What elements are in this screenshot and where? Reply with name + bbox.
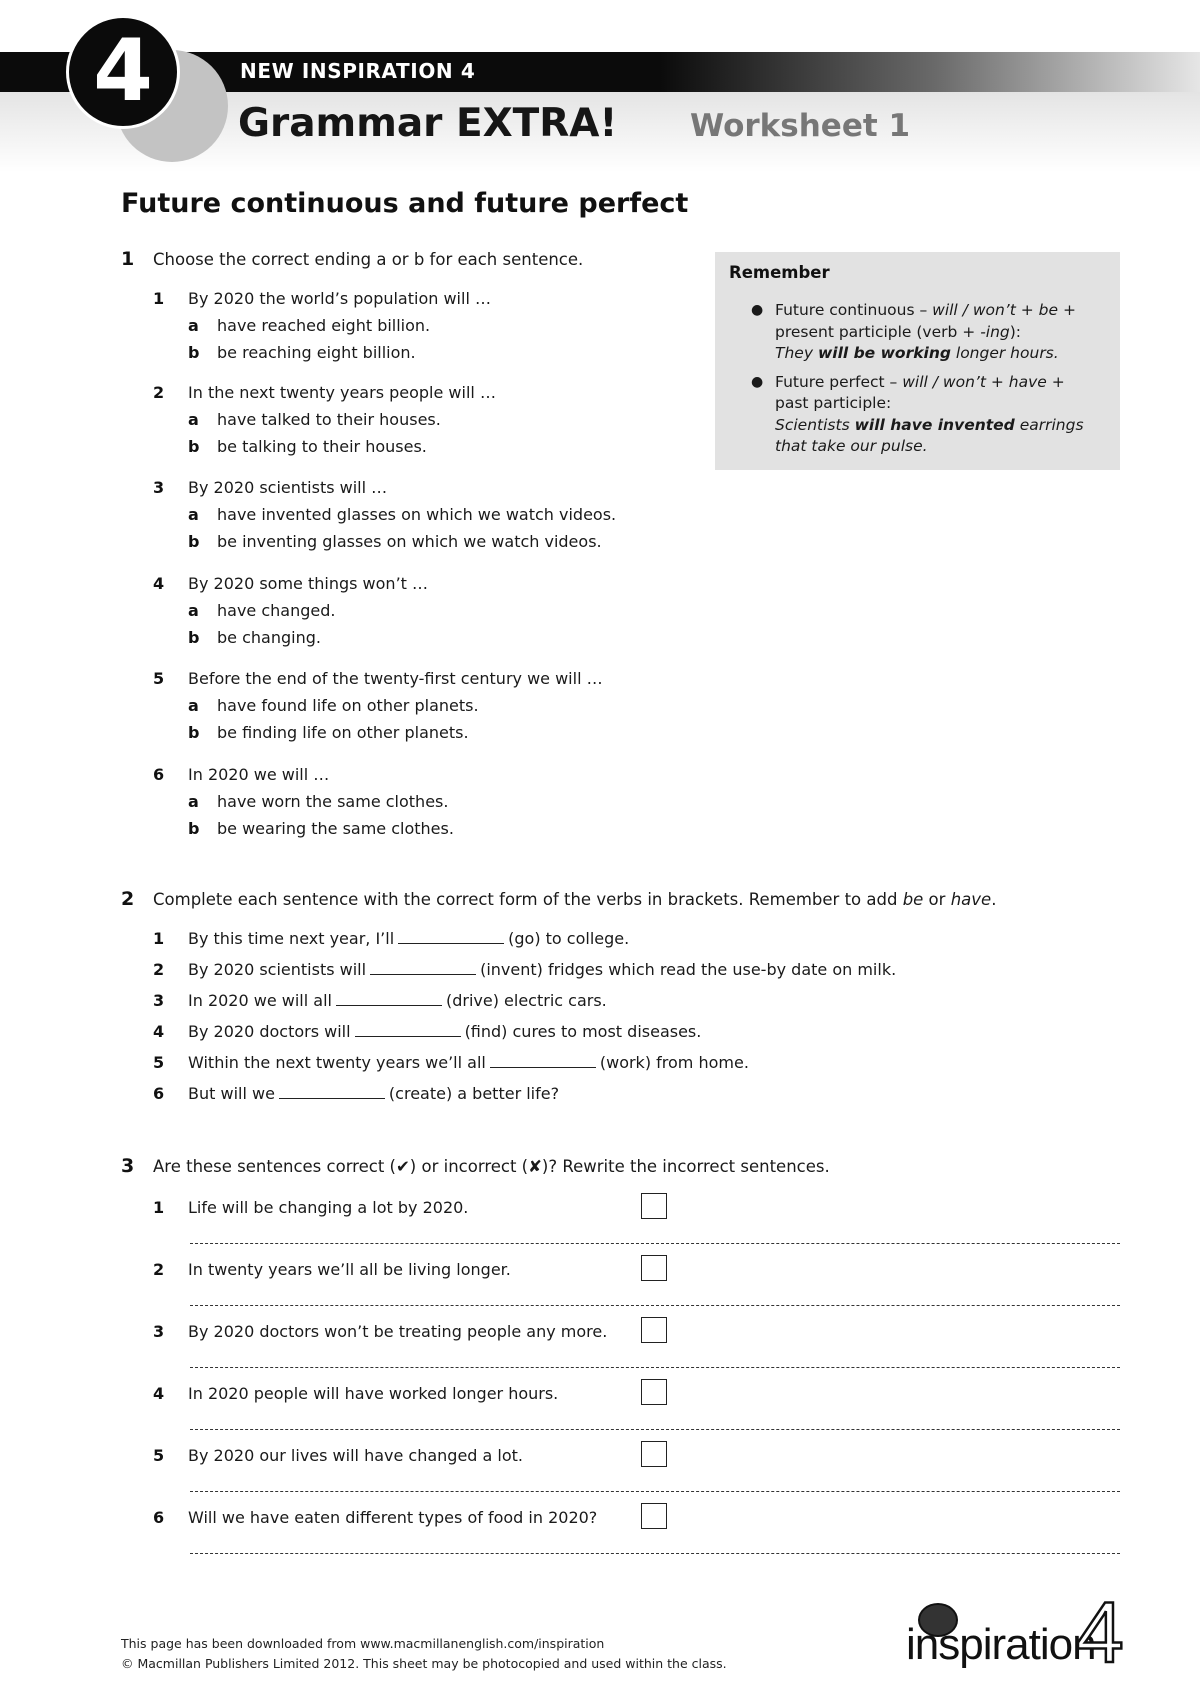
item-number: 4	[153, 1022, 165, 1041]
option-b: be inventing glasses on which we watch videos.	[217, 532, 602, 551]
option-letter-a: a	[188, 505, 199, 524]
item-number: 5	[153, 1053, 165, 1072]
item-number: 5	[153, 1446, 165, 1465]
item-sentence: By 2020 scientists will (invent) fridges which read the use-by date on milk.	[188, 960, 897, 979]
remember-heading: Remember	[729, 263, 830, 282]
item-number: 2	[153, 383, 165, 402]
worksheet-label: Worksheet 1	[690, 108, 911, 144]
exercise-instruction: Choose the correct ending a or b for each sentence.	[153, 250, 584, 269]
option-a: have worn the same clothes.	[217, 792, 449, 811]
option-b: be changing.	[217, 628, 321, 647]
remember-item-future-continuous: ● Future continuous – will / won’t + be + present participle (verb + -ing): They will be working longer hours.	[751, 301, 1076, 362]
item-number: 5	[153, 669, 165, 688]
option-letter-b: b	[188, 532, 200, 551]
item-sentence: By 2020 doctors won’t be treating people any more.	[188, 1322, 608, 1341]
answer-blank[interactable]	[279, 1086, 385, 1099]
item-number: 4	[153, 574, 165, 593]
item-number: 4	[153, 1384, 165, 1403]
footer-source: This page has been downloaded from www.macmillanenglish.com/inspiration	[121, 1636, 605, 1651]
option-letter-a: a	[188, 410, 199, 429]
item-sentence: By 2020 doctors will (find) cures to most diseases.	[188, 1022, 702, 1041]
item-sentence: Within the next twenty years we’ll all (work) from home.	[188, 1053, 749, 1072]
item-stem: By 2020 scientists will …	[188, 478, 388, 497]
option-letter-a: a	[188, 316, 199, 335]
item-number: 3	[153, 991, 165, 1010]
tick-checkbox[interactable]	[641, 1503, 667, 1529]
page-title: Grammar EXTRA!	[238, 101, 618, 146]
item-sentence: By 2020 our lives will have changed a lot.	[188, 1446, 524, 1465]
exercise-number: 2	[121, 888, 135, 910]
item-number: 6	[153, 1084, 165, 1103]
item-sentence: But will we (create) a better life?	[188, 1084, 560, 1103]
logo-number: 4	[1076, 1585, 1124, 1681]
item-number: 1	[153, 1198, 165, 1217]
rewrite-line[interactable]	[190, 1243, 1120, 1244]
footer-copyright: © Macmillan Publishers Limited 2012. This sheet may be photocopied and used within the class.	[121, 1656, 727, 1671]
option-a: have found life on other planets.	[217, 696, 479, 715]
rewrite-line[interactable]	[190, 1367, 1120, 1368]
item-number: 1	[153, 289, 165, 308]
exercise-instruction: Are these sentences correct (✔) or incorrect (✘)? Rewrite the incorrect sentences.	[153, 1157, 830, 1176]
inspiration-logo: inspiration	[906, 1620, 1096, 1669]
option-letter-b: b	[188, 628, 200, 647]
item-sentence: In twenty years we’ll all be living longer.	[188, 1260, 511, 1279]
item-number: 2	[153, 1260, 165, 1279]
answer-blank[interactable]	[355, 1024, 461, 1037]
option-b: be finding life on other planets.	[217, 723, 469, 742]
item-stem: Before the end of the twenty-first century we will …	[188, 669, 603, 688]
option-b: be wearing the same clothes.	[217, 819, 454, 838]
item-stem: By 2020 the world’s population will …	[188, 289, 491, 308]
item-sentence: By this time next year, I’ll (go) to college.	[188, 929, 630, 948]
option-a: have talked to their houses.	[217, 410, 441, 429]
option-letter-a: a	[188, 601, 199, 620]
option-letter-b: b	[188, 723, 200, 742]
item-sentence: In 2020 people will have worked longer hours.	[188, 1384, 559, 1403]
item-number: 3	[153, 1322, 165, 1341]
item-number: 1	[153, 929, 165, 948]
exercise-instruction: Complete each sentence with the correct form of the verbs in brackets. Remember to add be or have.	[153, 890, 997, 909]
option-b: be reaching eight billion.	[217, 343, 416, 362]
option-letter-a: a	[188, 792, 199, 811]
rewrite-line[interactable]	[190, 1553, 1120, 1554]
item-stem: In the next twenty years people will …	[188, 383, 496, 402]
remember-box	[715, 252, 1120, 470]
rewrite-line[interactable]	[190, 1305, 1120, 1306]
item-stem: In 2020 we will …	[188, 765, 330, 784]
exercise-number: 3	[121, 1155, 135, 1177]
exercise-number: 1	[121, 248, 135, 270]
item-number: 3	[153, 478, 165, 497]
item-sentence: In 2020 we will all (drive) electric cars.	[188, 991, 607, 1010]
rewrite-line[interactable]	[190, 1429, 1120, 1430]
option-b: be talking to their houses.	[217, 437, 427, 456]
item-stem: By 2020 some things won’t …	[188, 574, 429, 593]
tick-checkbox[interactable]	[641, 1193, 667, 1219]
unit-number: 4	[93, 21, 153, 121]
item-number: 6	[153, 765, 165, 784]
bullet-icon: ●	[751, 373, 764, 390]
answer-blank[interactable]	[490, 1055, 596, 1068]
bullet-icon: ●	[751, 302, 764, 318]
option-letter-b: b	[188, 437, 200, 456]
option-a: have invented glasses on which we watch videos.	[217, 505, 617, 524]
answer-blank[interactable]	[336, 993, 442, 1006]
answer-blank[interactable]	[370, 962, 476, 975]
answer-blank[interactable]	[398, 931, 504, 944]
option-letter-a: a	[188, 696, 199, 715]
remember-item-future-perfect: ● Future perfect – will / won’t + have + past participle: Scientists will have invented earrings that take our pulse.	[751, 372, 1084, 455]
item-number: 6	[153, 1508, 165, 1527]
tick-checkbox[interactable]	[641, 1317, 667, 1343]
tick-checkbox[interactable]	[641, 1255, 667, 1281]
option-a: have reached eight billion.	[217, 316, 431, 335]
item-number: 2	[153, 960, 165, 979]
option-letter-b: b	[188, 343, 200, 362]
tick-checkbox[interactable]	[641, 1441, 667, 1467]
option-letter-b: b	[188, 819, 200, 838]
item-sentence: Will we have eaten different types of food in 2020?	[188, 1508, 598, 1527]
option-a: have changed.	[217, 601, 336, 620]
worksheet-title: Future continuous and future perfect	[121, 188, 689, 219]
series-name: NEW INSPIRATION 4	[240, 59, 476, 83]
rewrite-line[interactable]	[190, 1491, 1120, 1492]
item-sentence: Life will be changing a lot by 2020.	[188, 1198, 469, 1217]
tick-checkbox[interactable]	[641, 1379, 667, 1405]
